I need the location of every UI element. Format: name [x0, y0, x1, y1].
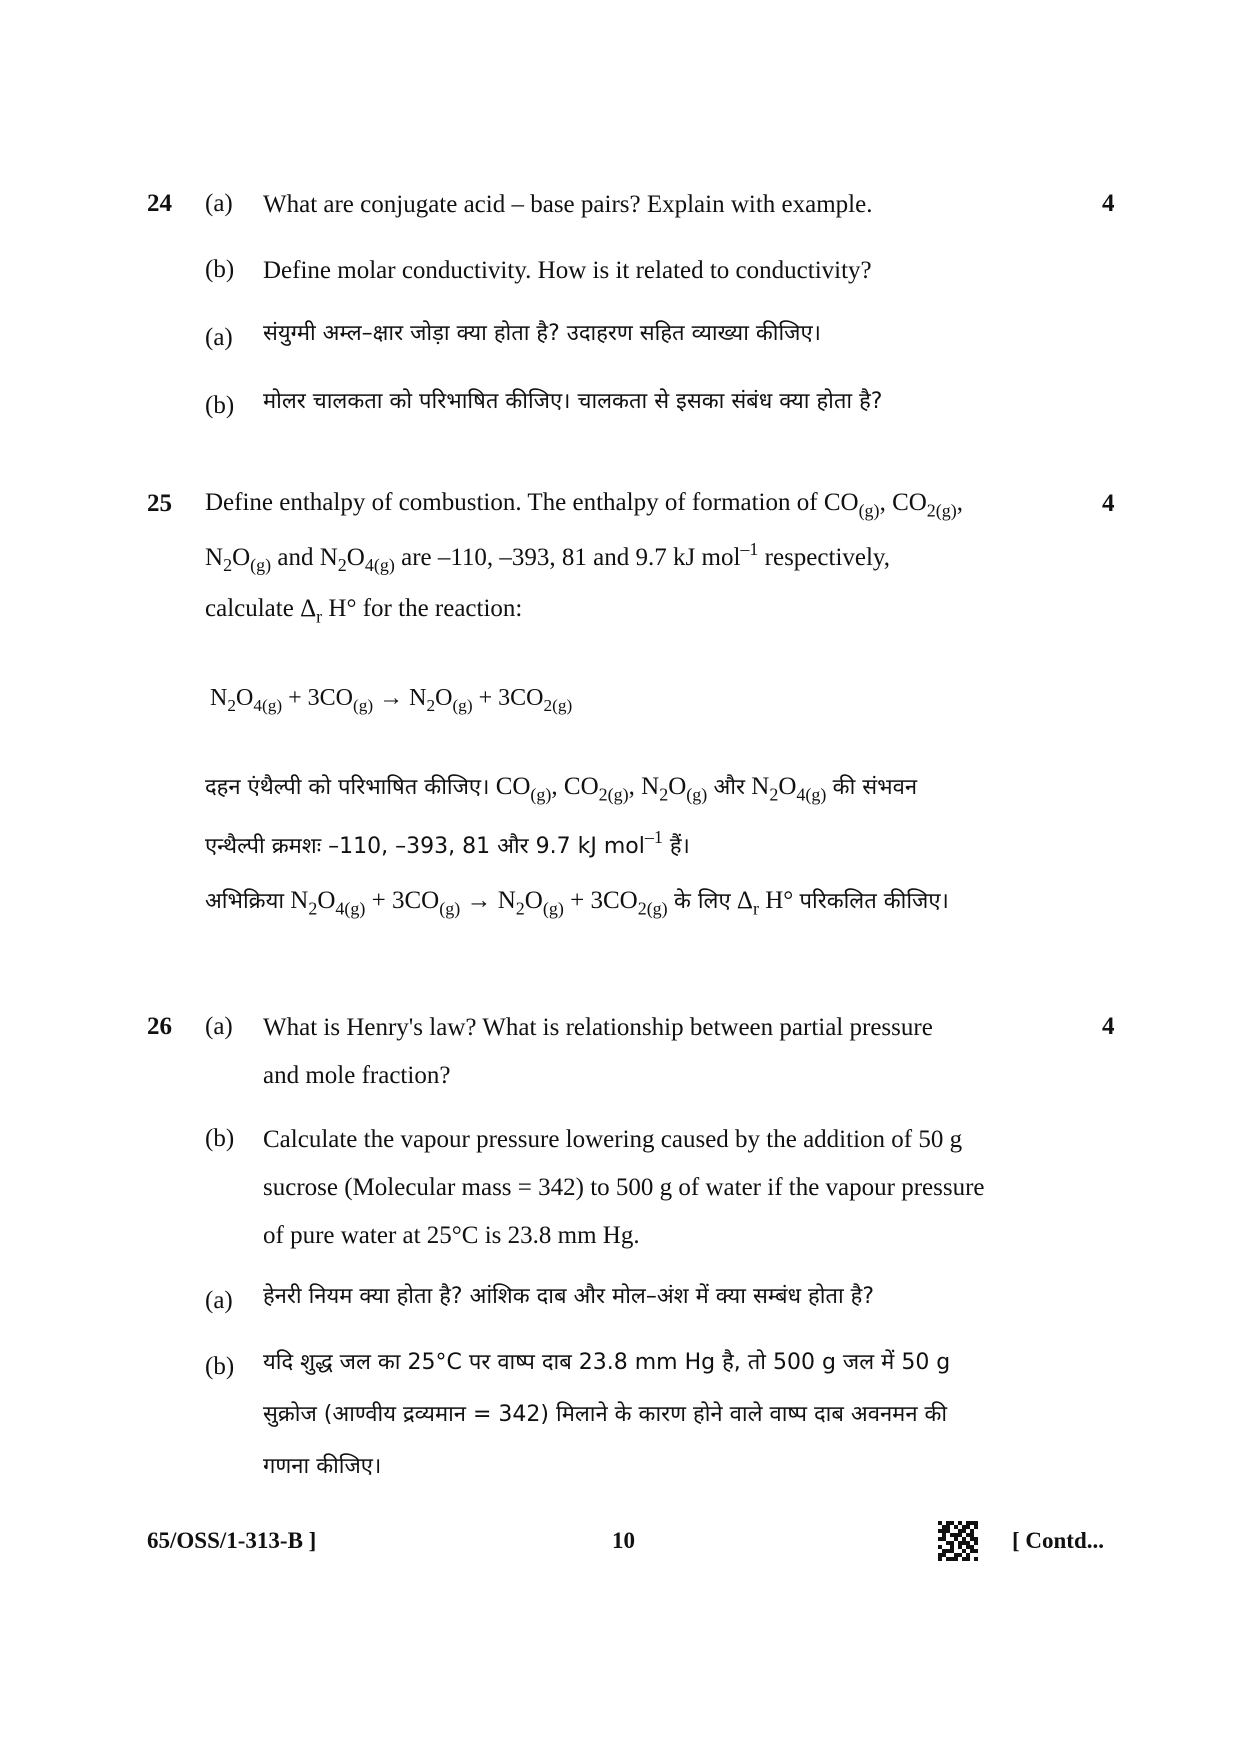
q26-a-english-line-2: and mole fraction?: [263, 1062, 451, 1089]
q26-b-hindi-line-1: यदि शुद्ध जल का 25°C पर वाष्प दाब 23.8 mm Hg है, तो 500 g जल में 50 g: [263, 1350, 951, 1375]
question-number-25: 25: [147, 490, 172, 517]
q26-b-english-line-3: of pure water at 25°C is 23.8 mm Hg.: [263, 1222, 640, 1249]
paper-code: 65/OSS/1-313-B ]: [147, 1528, 317, 1553]
qr-code-icon: [938, 1521, 978, 1561]
q24-b-label-hindi: (b): [205, 392, 235, 419]
q24-b-english: Define molar conductivity. How is it related to conductivity?: [263, 257, 872, 284]
q26-a-english-line-1: What is Henry's law? What is relationship between partial pressure: [263, 1014, 933, 1041]
q24-b-hindi: मोलर चालकता को परिभाषित कीजिए। चालकता से इसका संबंध क्या होता है?: [263, 389, 883, 414]
q26-a-label-hindi: (a): [205, 1287, 233, 1314]
q26-marks: 4: [1102, 1013, 1115, 1040]
question-number-26: 26: [147, 1013, 172, 1040]
q24-a-english: What are conjugate acid – base pairs? Explain with example.: [263, 191, 873, 218]
q26-a-label: (a): [205, 1013, 233, 1040]
q26-b-label-hindi: (b): [205, 1353, 235, 1380]
q26-a-hindi: हेनरी नियम क्या होता है? आंशिक दाब और मोल–अंश में क्या सम्बंध होता है?: [263, 1284, 875, 1309]
q25-english-line-2: $N_2O_{(g)}$ and $N_2O_{4(g)}$ are –110, –393, 81 and 9.7 kJ mol$^{-1}$ respectively,: [205, 539, 891, 576]
q25-marks: 4: [1102, 490, 1115, 517]
continued-label: [ Contd...: [1012, 1528, 1105, 1553]
q26-b-hindi-line-2: सुक्रोज (आण्वीय द्रव्यमान = 342) मिलाने के कारण होने वाले वाष्प दाब अवनमन की: [263, 1402, 948, 1427]
page-number: 10: [612, 1528, 635, 1553]
q26-b-english-line-2: sucrose (Molecular mass = 342) to 500 g of water if the vapour pressure: [263, 1174, 985, 1201]
question-number-24: 24: [147, 190, 172, 217]
q25-reaction-equation: $N_2O_{4(g)} + 3CO_{(g)} \to N_2O_{(g)} + 3CO_{2(g)}$: [210, 685, 573, 716]
q24-marks: 4: [1102, 190, 1115, 217]
q24-a-hindi: संयुग्मी अम्ल–क्षार जोड़ा क्या होता है? उदाहरण सहित व्याख्या कीजिए।: [263, 321, 822, 346]
q24-a-label: (a): [205, 190, 233, 217]
q24-b-label: (b): [205, 256, 235, 283]
q25-hindi-line-1: दहन एंथैल्पी को परिभाषित कीजिए। $CO_{(g)}$, $CO_{2(g)}$, $N_2O_{(g)}$ और $N_2O_{4(g)}$ की संभवन: [205, 773, 918, 805]
q26-b-hindi-line-3: गणना कीजिए।: [263, 1454, 382, 1479]
q26-b-english-line-1: Calculate the vapour pressure lowering caused by the addition of 50 g: [263, 1126, 963, 1153]
q26-b-label: (b): [205, 1125, 235, 1152]
q25-hindi-line-2: एन्थैल्पी क्रमशः –110, –393, 81 और 9.7 kJ mol$^{-1}$ हैं।: [205, 827, 690, 859]
q25-english-line-3: calculate $\Delta_r$ H° for the reaction:: [205, 595, 523, 627]
q25-english-line-1: Define enthalpy of combustion. The enthalpy of formation of $CO_{(g)}$, $CO_{2(g)}$,: [205, 489, 964, 521]
q25-hindi-line-3: अभिक्रिया $N_2O_{4(g)} + 3CO_{(g)} \to N_2O_{(g)} + 3CO_{2(g)}$ के लिए $\Delta_r$ H° परिकलित कीजिए।: [205, 887, 949, 919]
q24-a-label-hindi: (a): [205, 324, 233, 351]
